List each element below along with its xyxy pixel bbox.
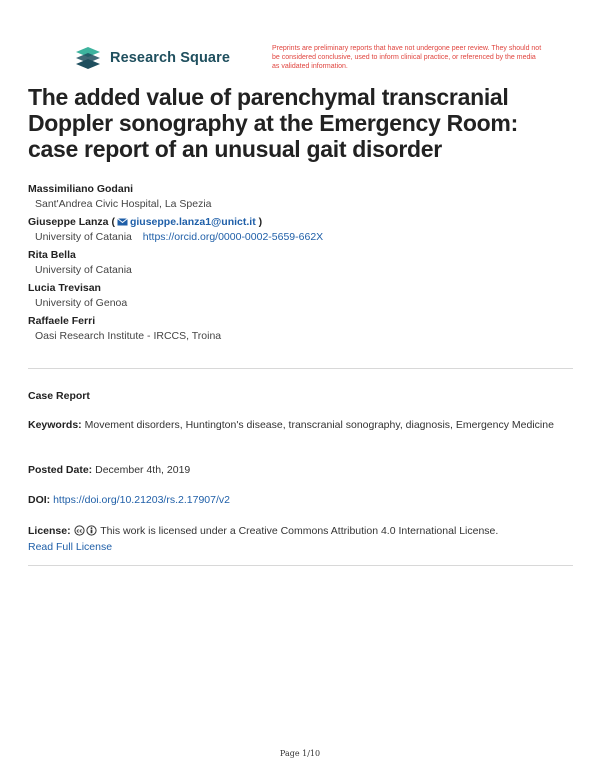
preprint-disclaimer: Preprints are preliminary reports that have not undergone peer review. They should not be considered conclusive, used to inform clinical practice, or referenced by the media as validated information. [272, 45, 542, 70]
divider [28, 565, 573, 566]
author-entry [28, 215, 573, 245]
author-name: Giuseppe Lanza ( giuseppe.lanza1@unict.it ) [28, 216, 263, 228]
author-entry [28, 182, 573, 212]
posted-date-value: December 4th, 2019 [95, 464, 191, 476]
author-email-link[interactable]: giuseppe.lanza1@unict.it [129, 216, 256, 228]
orcid-link[interactable]: https://orcid.org/0000-0002-5659-662X [142, 231, 324, 243]
author-name: Lucia Trevisan [28, 282, 101, 294]
envelope-icon [117, 218, 128, 226]
license [28, 523, 573, 555]
license-label: License: [28, 525, 71, 537]
posted-date-label: Posted Date: [28, 464, 93, 476]
keywords-label: Keywords: [28, 419, 82, 431]
research-square-logo[interactable] [74, 46, 230, 70]
article-type: Case Report [28, 390, 90, 402]
license-text: This work is licensed under a Creative Commons Attribution 4.0 International License. [100, 525, 499, 537]
doi-link[interactable]: https://doi.org/10.21203/rs.2.17907/v2 [53, 494, 230, 506]
doi [28, 492, 573, 508]
divider [28, 368, 573, 369]
author-affiliation: Sant'Andrea Civic Hospital, La Spezia [35, 198, 212, 210]
page-title: The added value of parenchymal transcranial Doppler sonography at the Emergency Room: case report of an unusual gait disorder [28, 84, 518, 162]
posted-date [28, 462, 573, 478]
author-entry [28, 281, 573, 311]
keywords-value: Movement disorders, Huntington's disease, transcranial sonography, diagnosis, Emergency Medicine [84, 419, 554, 431]
creative-commons-icon [74, 525, 98, 536]
author-name: Raffaele Ferri [28, 315, 96, 327]
author-entry [28, 314, 573, 344]
author-entry [28, 248, 573, 278]
doi-label: DOI: [28, 494, 51, 506]
author-list [28, 180, 573, 347]
keywords [28, 417, 573, 433]
svg-text:cc: cc [76, 528, 82, 535]
author-affiliation: University of Catania [35, 264, 132, 276]
author-affiliation: Oasi Research Institute - IRCCS, Troina [35, 330, 222, 342]
page-number: Page 1/10 [279, 749, 321, 758]
author-name: Massimiliano Godani [28, 183, 134, 195]
author-affiliation: University of Catania https://orcid.org/0000-0002-5659-662X [35, 231, 324, 243]
read-full-license-link[interactable]: Read Full License [28, 541, 113, 553]
logo-wordmark: Research Square [110, 50, 230, 66]
research-square-logo-icon [74, 46, 104, 70]
author-name: Rita Bella [28, 249, 76, 261]
author-affiliation: University of Genoa [35, 297, 128, 309]
